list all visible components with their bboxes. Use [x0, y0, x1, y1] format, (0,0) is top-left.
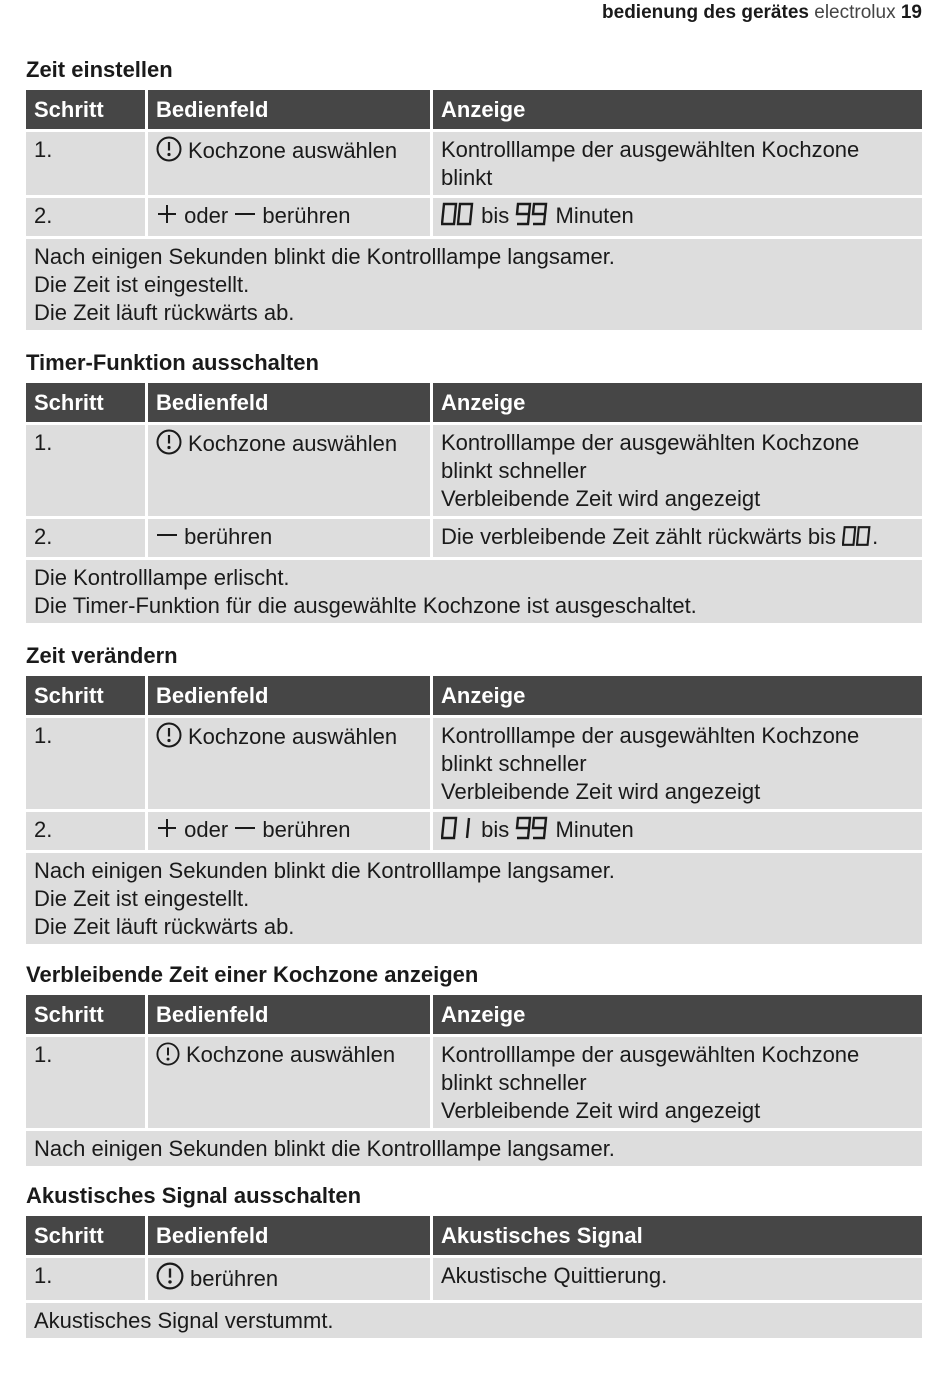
- display-line: Akustische Quittierung.: [441, 1263, 668, 1288]
- col-header-display: Anzeige: [433, 90, 922, 129]
- section-title: Zeit verändern: [26, 643, 178, 668]
- note-line: Nach einigen Sekunden blinkt die Kontrolllampe langsamer.: [34, 1136, 615, 1161]
- display-line: Verbleibende Zeit wird angezeigt: [441, 779, 761, 804]
- display-cell: [433, 1037, 922, 1128]
- section-zeit-veraendern: [26, 643, 922, 947]
- control-cell: [148, 1258, 430, 1300]
- control-label: Kochzone auswählen: [188, 431, 398, 456]
- table-row: [26, 198, 922, 236]
- unit-label: Minuten: [555, 817, 634, 842]
- table-row: [26, 132, 922, 195]
- control-cell: [148, 132, 430, 195]
- display-line: blinkt schneller: [441, 458, 587, 483]
- control-cell: [148, 1037, 430, 1128]
- page-header: [602, 2, 922, 24]
- control-cell: [148, 718, 430, 809]
- seven-segment-value: [515, 816, 549, 847]
- note-line: Akustisches Signal verstummt.: [34, 1308, 334, 1333]
- col-header-step: Schritt: [26, 90, 145, 129]
- display-line: Kontrolllampe der ausgewählten Kochzone: [441, 1042, 860, 1067]
- control-cell: [148, 425, 430, 516]
- table-row: [26, 519, 922, 557]
- section-title: Timer-Funktion ausschalten: [26, 350, 319, 375]
- note-cell: [26, 1131, 922, 1166]
- control-label: berühren: [190, 1266, 279, 1291]
- table-header-row: [26, 676, 922, 715]
- seven-segment-value: [515, 202, 549, 233]
- section-title: Akustisches Signal ausschalten: [26, 1183, 362, 1208]
- note-row: [26, 1131, 922, 1166]
- control-label: Kochzone auswählen: [188, 138, 398, 163]
- col-header-control: Bedienfeld: [148, 90, 430, 129]
- col-header-step: Schritt: [26, 995, 145, 1034]
- control-cell: [148, 198, 430, 236]
- display-line: Verbleibende Zeit wird angezeigt: [441, 486, 761, 511]
- note-line: Nach einigen Sekunden blinkt die Kontrolllampe langsamer.: [34, 244, 615, 269]
- timer-icon: [156, 429, 182, 462]
- bis-label: bis: [481, 203, 510, 228]
- table-row: [26, 425, 922, 516]
- control-cell: [148, 812, 430, 850]
- display-line: Verbleibende Zeit wird angezeigt: [441, 1098, 761, 1123]
- col-header-control: Bedienfeld: [148, 995, 430, 1034]
- step-number: 2.: [26, 519, 145, 557]
- col-header-step: Schritt: [26, 383, 145, 422]
- note-line: Die Zeit ist eingestellt.: [34, 886, 250, 911]
- col-header-step: Schritt: [26, 676, 145, 715]
- section-title: Verbleibende Zeit einer Kochzone anzeigen: [26, 962, 479, 987]
- or-label: oder: [184, 817, 229, 842]
- steps-table: [23, 1213, 925, 1341]
- seven-segment-value: [441, 816, 475, 847]
- col-header-control: Bedienfeld: [148, 383, 430, 422]
- seven-segment-value: [842, 525, 872, 554]
- section-zeit-einstellen: [26, 57, 922, 333]
- section-verbleibende-zeit: [26, 962, 922, 1169]
- display-text: Die verbleibende Zeit zählt rückwärts bis: [441, 524, 836, 549]
- note-row: [26, 239, 922, 330]
- page-number: 19: [900, 2, 922, 23]
- timer-icon: [156, 722, 182, 755]
- note-cell: [26, 1303, 922, 1338]
- col-header-display: Akustisches Signal: [433, 1216, 922, 1255]
- steps-table: [23, 87, 925, 333]
- control-label: Kochzone auswählen: [188, 724, 398, 749]
- display-line: blinkt schneller: [441, 1070, 587, 1095]
- table-row: [26, 812, 922, 850]
- timer-icon: [156, 1262, 184, 1297]
- note-cell: [26, 560, 922, 623]
- step-number: 1.: [26, 1037, 145, 1128]
- steps-table: [23, 992, 925, 1169]
- step-number: 1.: [26, 718, 145, 809]
- step-number: 1.: [26, 1258, 145, 1300]
- action-label: berühren: [184, 524, 273, 549]
- note-line: Die Timer-Funktion für die ausgewählte Kochzone ist ausgeschaltet.: [34, 593, 697, 618]
- note-row: [26, 1303, 922, 1338]
- table-header-row: [26, 1216, 922, 1255]
- bis-label: bis: [481, 817, 510, 842]
- display-cell: [433, 1258, 922, 1300]
- col-header-control: Bedienfeld: [148, 676, 430, 715]
- action-label: berühren: [262, 203, 351, 228]
- control-label: Kochzone auswählen: [186, 1042, 396, 1067]
- timer-icon: [156, 1042, 180, 1073]
- plus-icon: [156, 203, 178, 232]
- display-line: blinkt schneller: [441, 751, 587, 776]
- display-cell: Die verbleibende Zeit zählt rückwärts bis .: [433, 519, 922, 557]
- note-line: Die Zeit läuft rückwärts ab.: [34, 300, 295, 325]
- note-line: Die Zeit ist eingestellt.: [34, 272, 250, 297]
- seven-segment-value: [441, 202, 475, 233]
- minus-icon: [234, 203, 256, 232]
- table-header-row: [26, 90, 922, 129]
- col-header-display: Anzeige: [433, 995, 922, 1034]
- step-number: 1.: [26, 425, 145, 516]
- unit-label: Minuten: [555, 203, 634, 228]
- section-title: Zeit einstellen: [26, 57, 173, 82]
- minus-icon: [156, 524, 178, 553]
- minus-icon: [234, 817, 256, 846]
- steps-table: [23, 673, 925, 947]
- note-row: [26, 853, 922, 944]
- table-row: [26, 718, 922, 809]
- section-timer-ausschalten: [26, 350, 922, 626]
- or-label: oder: [184, 203, 229, 228]
- table-header-row: [26, 383, 922, 422]
- display-line: Kontrolllampe der ausgewählten Kochzone: [441, 137, 860, 162]
- header-section: bedienung des gerätes: [602, 2, 809, 23]
- display-cell: [433, 812, 922, 850]
- table-row: [26, 1258, 922, 1300]
- action-label: berühren: [262, 817, 351, 842]
- note-line: Die Kontrolllampe erlischt.: [34, 565, 290, 590]
- plus-icon: [156, 817, 178, 846]
- display-cell: [433, 132, 922, 195]
- step-number: 2.: [26, 198, 145, 236]
- note-line: Nach einigen Sekunden blinkt die Kontrolllampe langsamer.: [34, 858, 615, 883]
- display-line: Kontrolllampe der ausgewählten Kochzone: [441, 723, 860, 748]
- display-cell: [433, 198, 922, 236]
- note-line: Die Zeit läuft rückwärts ab.: [34, 914, 295, 939]
- step-number: 1.: [26, 132, 145, 195]
- control-cell: [148, 519, 430, 557]
- display-line: Kontrolllampe der ausgewählten Kochzone: [441, 430, 860, 455]
- note-row: [26, 560, 922, 623]
- section-akustisches-signal: [26, 1183, 922, 1341]
- col-header-step: Schritt: [26, 1216, 145, 1255]
- timer-icon: [156, 136, 182, 169]
- table-row: [26, 1037, 922, 1128]
- header-brand: electrolux: [814, 2, 896, 23]
- note-cell: [26, 853, 922, 944]
- step-number: 2.: [26, 812, 145, 850]
- display-cell: [433, 718, 922, 809]
- display-line: blinkt: [441, 165, 493, 190]
- note-cell: [26, 239, 922, 330]
- col-header-display: Anzeige: [433, 383, 922, 422]
- table-header-row: [26, 995, 922, 1034]
- steps-table: [23, 380, 925, 626]
- col-header-control: Bedienfeld: [148, 1216, 430, 1255]
- col-header-display: Anzeige: [433, 676, 922, 715]
- display-cell: [433, 425, 922, 516]
